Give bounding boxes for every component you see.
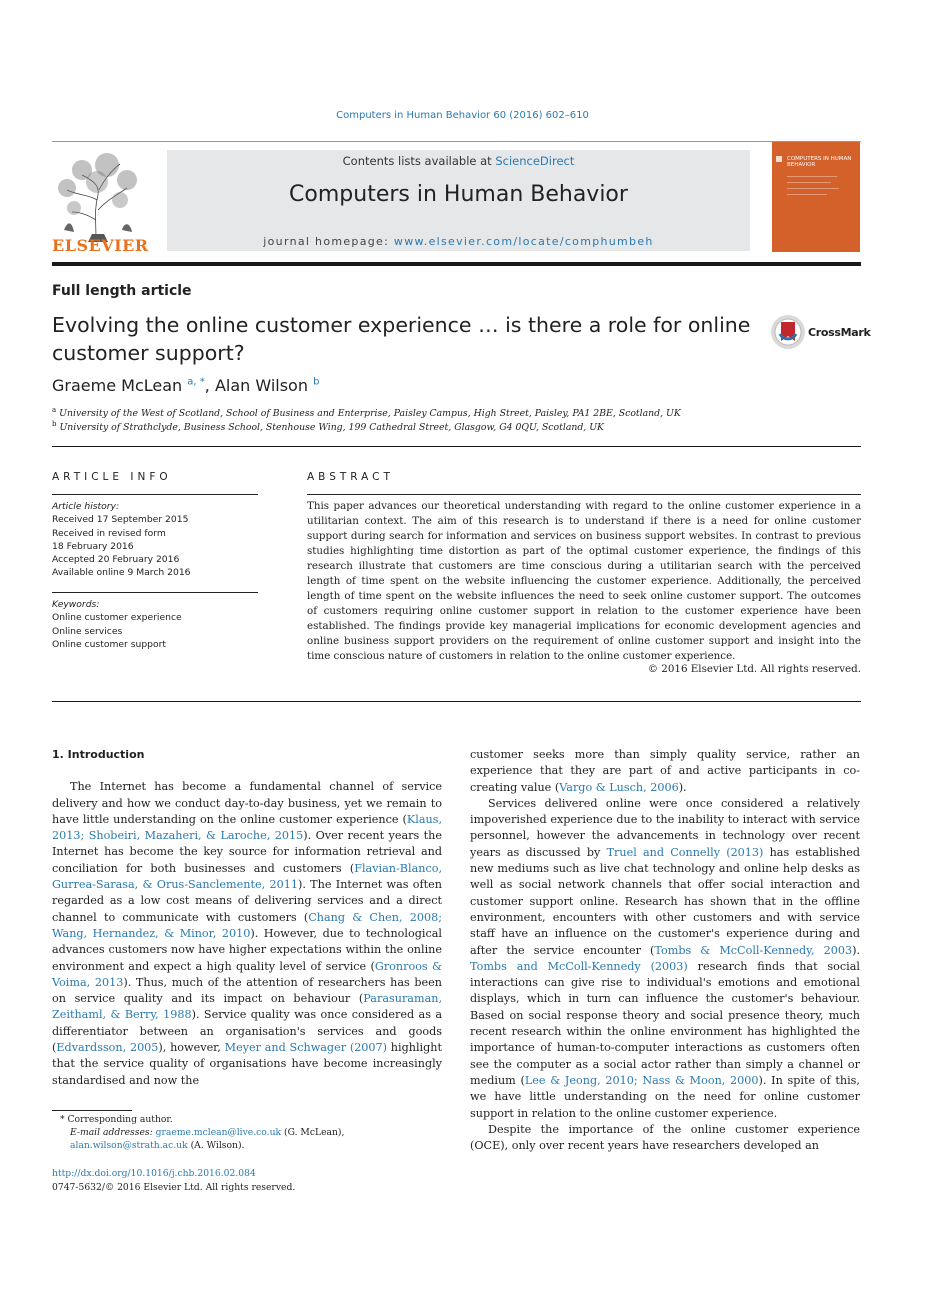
citation-link[interactable]: Vargo & Lusch, 2006	[559, 780, 679, 794]
history-entry: 18 February 2016	[52, 540, 134, 552]
body-text: ). Service quality was once considered as a differentiator between an organisation's services and goods (	[52, 1008, 442, 1055]
footnote-rule	[52, 1110, 132, 1111]
email-line	[52, 1126, 444, 1152]
abstract-bottom-rule	[52, 701, 861, 702]
email-link[interactable]: alan.wilson@strath.ac.uk	[70, 1140, 188, 1151]
body-text: research finds that social interactions can give rise to individual's emotions and emotional displays, which in turn can influence the customer's behaviour. Based on social response theory and social presence theory, much recent research within the online environment has highlighted the importance of human-to-computer interactions as customers often see the computer as a social actor rather than simply a channel or medium (	[470, 959, 860, 1087]
article-title: Evolving the online customer experience … is there a role for online customer support?	[52, 313, 751, 365]
email-label: E-mail addresses:	[70, 1127, 156, 1138]
body-text: Services delivered online were once considered a relatively impoverished experience due to the inability to interact with service personnel, however the advancements in technology over recent years as discussed by	[470, 796, 860, 859]
journal-title: Computers in Human Behavior	[289, 182, 628, 207]
citation-link[interactable]: Tombs & McColl-Kennedy, 2003	[654, 943, 853, 957]
citation-link[interactable]: Gronroos & Voima, 2013	[52, 959, 442, 989]
body-paragraph	[470, 796, 860, 1122]
body-text: has established new mediums such as live chat technology and online help desks as well as social network channels that offer social interaction and customer support online. Research has shown that in the offline environment, encounters with other customers and with service staff have an influence on the customer's experience during and after the service encounter (	[470, 845, 860, 957]
keyword: Online services	[52, 625, 123, 637]
doi-link[interactable]	[52, 1168, 256, 1179]
citation-link[interactable]: Meyer and Schwager (2007)	[224, 1041, 388, 1055]
issn-copyright: 0747-5632/© 2016 Elsevier Ltd. All rights reserved.	[52, 1182, 296, 1193]
affiliation	[52, 420, 604, 433]
article-info-rule	[52, 494, 258, 495]
body-text: customer seeks more than simply quality service, rather an experience that they are part of and active participants in co-creating value (	[470, 748, 860, 794]
cover-badge-icon	[776, 156, 782, 162]
cover-decor-line	[787, 194, 827, 195]
history-entry: Available online 9 March 2016	[52, 567, 191, 579]
body-left-column	[52, 747, 442, 1089]
email-owner: (G. McLean),	[281, 1127, 345, 1138]
sciencedirect-link[interactable]: ScienceDirect	[495, 154, 575, 168]
body-paragraph	[470, 1122, 860, 1155]
body-text: ). Thus, much of the attention of researchers has been on service quality and its impact on behaviour (	[52, 975, 442, 1006]
author-name[interactable]: Graeme McLean	[52, 376, 183, 395]
corresponding-author-note: * Corresponding author.	[60, 1114, 173, 1125]
body-paragraph	[470, 747, 860, 796]
abstract-heading: ABSTRACT	[307, 471, 394, 483]
cover-decor-line	[787, 176, 837, 177]
author-affiliation-marker[interactable]: a, *	[187, 376, 205, 388]
journal-homepage	[167, 235, 750, 248]
citation-link[interactable]: Edvardsson, 2005	[56, 1041, 159, 1055]
crossmark-icon[interactable]	[770, 314, 806, 350]
publisher-wordmark: ELSEVIER	[52, 236, 149, 255]
author-separator: ,	[204, 376, 215, 395]
citation-link[interactable]: Tombs and McColl-Kennedy (2003)	[470, 959, 688, 973]
abstract-rule	[307, 494, 861, 495]
section-title: 1. Introduction	[52, 748, 145, 761]
journal-citation[interactable]: Computers in Human Behavior 60 (2016) 602–610	[336, 110, 589, 121]
affiliation-rule	[52, 446, 861, 447]
keywords-label: Keywords:	[52, 599, 100, 610]
email-link[interactable]: graeme.mclean@live.co.uk	[155, 1127, 282, 1138]
article-info-heading: ARTICLE INFO	[52, 471, 172, 483]
header-top-rule	[52, 141, 861, 142]
body-text: ). In spite of this, we have little understanding on the need for online customer support in relation to the online customer experience.	[470, 1073, 860, 1120]
homepage-prefix: journal homepage:	[263, 235, 394, 248]
citation-link[interactable]: Flavian-Blanco, Gurrea-Sarasa, & Orus-Sanclemente, 2011	[52, 861, 442, 892]
abstract-copyright: © 2016 Elsevier Ltd. All rights reserved.	[647, 663, 861, 675]
cover-decor-line	[787, 182, 831, 183]
body-text: ).	[678, 780, 687, 794]
body-text: ). However, due to technological advances customers now have higher expectations within the online environment and expect a high quality level of service (	[52, 926, 442, 973]
journal-header-box	[167, 150, 750, 251]
contents-line	[167, 154, 750, 168]
doi-url[interactable]: http://dx.doi.org/10.1016/j.chb.2016.02.084	[52, 1168, 256, 1179]
keywords-rule	[52, 592, 258, 593]
affiliation-label: a	[52, 406, 57, 414]
affiliation-text: University of the West of Scotland, School of Business and Enterprise, Paisley Campus, High Street, Paisley, PA1 2BE, Scotland, UK	[59, 408, 681, 420]
history-entry: Accepted 20 February 2016	[52, 554, 180, 566]
article-type: Full length article	[52, 283, 192, 299]
affiliation	[52, 406, 681, 419]
header-thick-rule	[52, 262, 861, 266]
author-list	[52, 376, 319, 395]
body-paragraph	[52, 779, 442, 1089]
contents-prefix: Contents lists available at	[342, 154, 496, 168]
cover-decor-line	[787, 188, 839, 189]
article-history	[52, 500, 258, 580]
citation-link[interactable]: Klaus, 2013; Shobeiri, Mazaheri, & Laroche, 2015	[52, 812, 442, 843]
body-right-column	[470, 747, 860, 1154]
keyword: Online customer experience	[52, 612, 182, 624]
affiliation-text: University of Strathclyde, Business School, Stenhouse Wing, 199 Cathedral Street, Glasgow, G4 0QU, Scotland, UK	[59, 422, 604, 434]
author-name[interactable]: Alan Wilson	[214, 376, 308, 395]
citation-link[interactable]: Chang & Chen, 2008; Wang, Hernandez, & Minor, 2010	[52, 910, 442, 940]
article-history-label: Article history:	[52, 501, 120, 512]
body-text: ), however,	[158, 1041, 225, 1055]
footnote-block	[52, 1113, 444, 1152]
homepage-link[interactable]: www.elsevier.com/locate/comphumbeh	[393, 235, 654, 248]
body-text: ). The Internet was often regarded as a low cost means of delivering services and a direct channel to communicate with customers (	[52, 878, 443, 924]
keyword: Online customer support	[52, 638, 167, 650]
body-text: ). Over recent years the Internet has become the key source for information retrieval and conciliation for both businesses and customers (	[52, 829, 442, 875]
email-owner: (A. Wilson).	[187, 1140, 245, 1151]
keywords	[52, 598, 258, 651]
affiliation-label: b	[52, 420, 57, 428]
citation-link[interactable]: Lee & Jeong, 2010; Nass & Moon, 2000	[524, 1073, 759, 1087]
body-text: highlight that the service quality of organisations have become increasingly standardised and now the	[52, 1041, 442, 1087]
journal-cover-thumbnail[interactable]	[772, 142, 860, 252]
author-affiliation-marker[interactable]: b	[313, 376, 320, 388]
citation-link[interactable]: Truel and Connelly (2013)	[606, 845, 764, 859]
cover-title: COMPUTERS IN HUMAN BEHAVIOR	[787, 156, 852, 168]
body-text: ).	[852, 943, 860, 957]
body-text: The Internet has become a fundamental channel of service delivery and how we conduct day-to-day business, yet we remain to have little understanding on the online customer experience (	[52, 780, 442, 826]
body-text: Despite the importance of the online customer experience (OCE), only over recent years have researchers developed an	[470, 1122, 860, 1153]
citation-link[interactable]: Parasuraman, Zeithaml, & Berry, 1988	[52, 992, 442, 1022]
history-entry: Received in revised form	[52, 527, 166, 539]
crossmark-label[interactable]: CrossMark	[808, 326, 871, 339]
history-entry: Received 17 September 2015	[52, 514, 189, 526]
abstract-text: This paper advances our theoretical understanding with regard to the online customer experience in a utilitarian context. The aim of this research is to understand if there is a need for online customer support during search for information and services on business support websites. In contrast to previous studies highlighting time distortion as part of the optimal customer experience, the findings of this research illustrate that customers are time conscious during a utilitarian search with the perceived length of time spent on the website influencing the customer experience. Additionally, the perceived length of time spent on the website influences the need to seek online customer support. The outcomes of customers requiring online customer support in relation to the customer experience have been established. The findings provide key managerial implications for economic development agencies and online business support providers on the requirement of online customer support and insight into the time conscious nature of customers in relation to the online customer experience.	[307, 500, 861, 662]
